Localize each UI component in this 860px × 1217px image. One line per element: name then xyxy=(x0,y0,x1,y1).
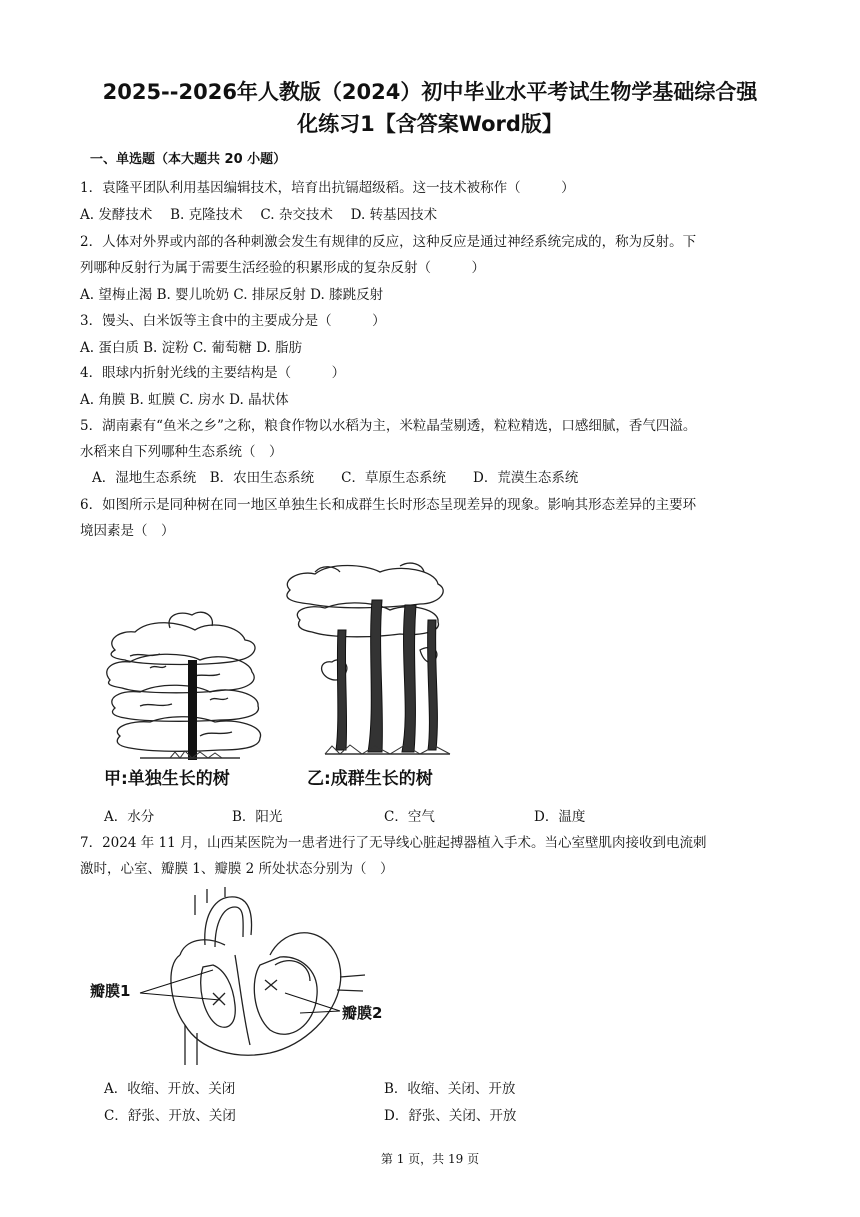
q6-option-d: D．温度 xyxy=(534,809,586,825)
document-title xyxy=(60,76,800,140)
q3-options: A. 蛋白质 B. 淀粉 C. 葡萄糖 D. 脂肪 xyxy=(80,340,303,356)
q5-options: A．湿地生态系统 B．农田生态系统 C．草原生态系统 D．荒漠生态系统 xyxy=(92,470,579,486)
q6-option-a: A．水分 xyxy=(104,809,155,825)
q7-heart-figure xyxy=(85,885,415,1070)
q5-stem-line1: 5．湖南素有“鱼米之乡”之称，粮食作物以水稻为主，米粒晶莹剔透，粒粒精选，口感细腻，香气四溢。 xyxy=(80,418,697,434)
q7-label-valve-2: 瓣膜2 xyxy=(342,1004,383,1022)
q2-stem-line2: 列哪种反射行为属于需要生活经验的积累形成的复杂反射（ ） xyxy=(80,260,485,276)
q7-option-c: C．舒张、开放、关闭 xyxy=(104,1108,236,1124)
q6-caption-solitary: 甲:单独生长的树 xyxy=(104,769,230,789)
q1-options: A. 发酵技术 B. 克隆技术 C. 杂交技术 D. 转基因技术 xyxy=(80,207,438,223)
title-line-1: 2025--2026年人教版（2024）初中毕业水平考试生物学基础综合强 xyxy=(102,80,758,104)
title-line-2: 化练习1【含答案Word版】 xyxy=(297,112,563,136)
q7-option-d: D．舒张、关闭、开放 xyxy=(384,1108,517,1124)
q6-caption-group: 乙:成群生长的树 xyxy=(307,769,433,789)
q6-stem-line2: 境因素是（ ） xyxy=(80,523,175,539)
q2-options: A. 望梅止渴 B. 婴儿吮奶 C. 排尿反射 D. 膝跳反射 xyxy=(80,287,384,303)
q7-stem-line1: 7．2024 年 11 月，山西某医院为一患者进行了无导线心脏起搏器植入手术。当心室壁肌肉接收到电流刺 xyxy=(80,835,707,851)
q5-stem-line2: 水稻来自下列哪种生态系统（ ） xyxy=(80,444,283,460)
q4-stem: 4．眼球内折射光线的主要结构是（ ） xyxy=(80,365,346,381)
q6-option-b: B．阳光 xyxy=(232,809,283,825)
group-trees-illustration xyxy=(287,563,443,680)
group-tree-trunks xyxy=(336,600,437,752)
q2-stem-line1: 2．人体对外界或内部的各种刺激会发生有规律的反应，这种反应是通过神经系统完成的，称为反射。下 xyxy=(80,234,697,250)
q6-stem-line1: 6．如图所示是同种树在同一地区单独生长和成群生长时形态呈现差异的现象。影响其形态差异的主要环 xyxy=(80,497,697,513)
q3-stem: 3．馒头、白米饭等主食中的主要成分是（ ） xyxy=(80,313,386,329)
q7-label-valve-1: 瓣膜1 xyxy=(90,982,131,1000)
q1-stem: 1．袁隆平团队利用基因编辑技术，培育出抗镉超级稻。这一技术被称作（ ） xyxy=(80,180,575,196)
solitary-tree-illustration xyxy=(107,612,261,751)
heart-illustration xyxy=(171,887,365,1065)
q6-option-c: C．空气 xyxy=(384,809,435,825)
q4-options: A. 角膜 B. 虹膜 C. 房水 D. 晶状体 xyxy=(80,392,289,408)
q7-options xyxy=(104,1080,744,1134)
section-heading: 一、单选题（本大题共 20 小题） xyxy=(90,152,287,167)
q7-stem-line2: 激时，心室、瓣膜 1、瓣膜 2 所处状态分别为（ ） xyxy=(80,861,394,877)
q7-option-a: A．收缩、开放、关闭 xyxy=(104,1081,236,1097)
page-footer: 第 1 页，共 19 页 xyxy=(380,1152,480,1166)
q7-option-b: B．收缩、关闭、开放 xyxy=(384,1081,516,1097)
q6-options xyxy=(104,808,744,828)
solitary-tree-trunk xyxy=(188,660,197,760)
